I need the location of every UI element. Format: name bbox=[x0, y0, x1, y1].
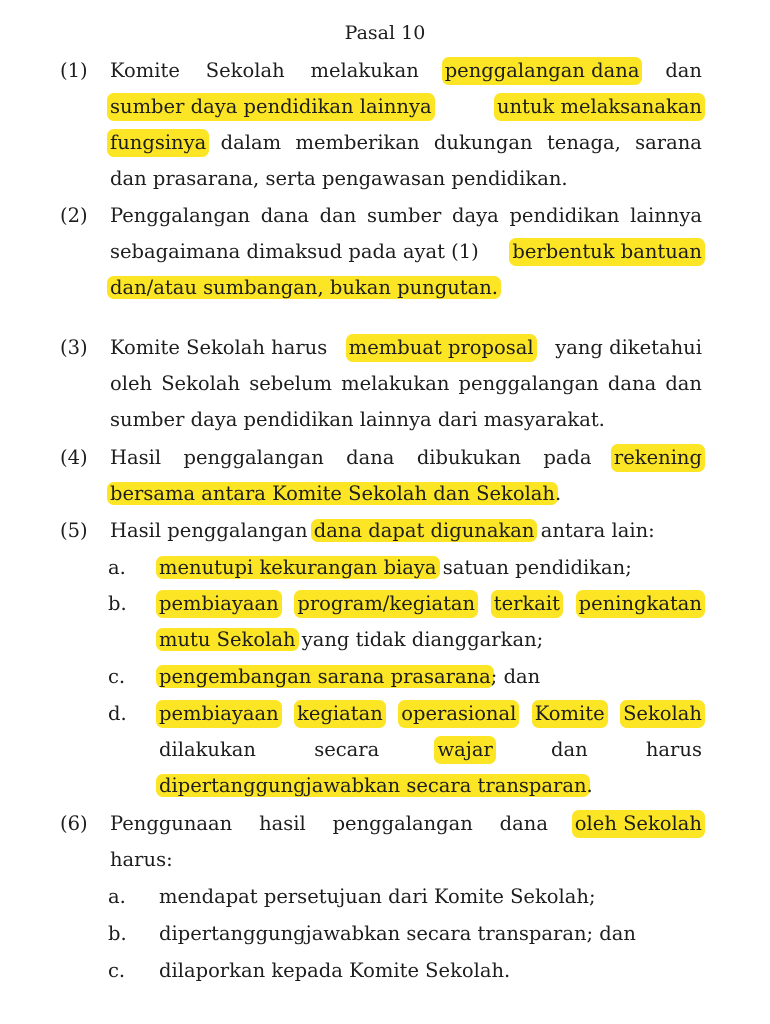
item-label-6c: c. bbox=[108, 959, 126, 982]
p3-line-3: sumber daya pendidikan lainnya dari masyarakat. bbox=[110, 408, 605, 431]
highlighted-text: penggalangan dana bbox=[442, 57, 643, 85]
text: dana bbox=[499, 812, 548, 835]
text: antara lain: bbox=[540, 519, 655, 542]
item-label-6a: a. bbox=[108, 885, 126, 908]
highlighted-text: pembiayaan bbox=[156, 590, 282, 618]
p4-line-2 bbox=[110, 480, 561, 508]
text: dan bbox=[550, 738, 588, 761]
text: penggalangan bbox=[458, 372, 599, 395]
text: memberikan bbox=[295, 131, 420, 154]
text: dan bbox=[319, 204, 357, 227]
text: dana bbox=[260, 204, 309, 227]
text: Hasil penggalangan bbox=[110, 519, 308, 542]
highlighted-text: pengembangan sarana prasarana bbox=[156, 665, 494, 688]
text: pada bbox=[543, 446, 592, 469]
text: dibukukan bbox=[416, 446, 521, 469]
p5-item-b-line-1 bbox=[159, 590, 702, 618]
highlighted-text: oleh Sekolah bbox=[572, 810, 705, 838]
p5-item-d-line-2 bbox=[159, 736, 702, 764]
highlighted-text: mutu Sekolah bbox=[156, 628, 299, 651]
p3-line-1 bbox=[110, 334, 702, 362]
p6-line-2: harus: bbox=[110, 848, 173, 871]
p2-line-1 bbox=[110, 202, 702, 230]
paragraph-number-4: (4) bbox=[60, 446, 88, 469]
p1-line-4: dan prasarana, serta pengawasan pendidikan. bbox=[110, 167, 568, 190]
text: dalam bbox=[220, 131, 282, 154]
item-label-5b: b. bbox=[108, 592, 127, 615]
text: Hasil bbox=[110, 446, 162, 469]
highlighted-text: peningkatan bbox=[576, 590, 705, 618]
text: Komite Sekolah harus bbox=[110, 336, 328, 359]
text: harus bbox=[645, 738, 702, 761]
p5-item-a bbox=[159, 554, 632, 582]
text: dilakukan bbox=[159, 738, 256, 761]
p1-line-3 bbox=[110, 129, 702, 157]
p1-line-2 bbox=[110, 93, 702, 121]
highlighted-text: Sekolah bbox=[620, 700, 705, 728]
text: penggalangan bbox=[332, 812, 473, 835]
text: ; dan bbox=[490, 665, 541, 688]
text: dana bbox=[607, 372, 657, 395]
text: oleh bbox=[110, 372, 153, 395]
highlighted-text: untuk melaksanakan bbox=[494, 93, 705, 121]
highlighted-text: dan/atau sumbangan, bukan pungutan. bbox=[107, 276, 501, 299]
item-label-5c: c. bbox=[108, 665, 126, 688]
highlighted-text: rekening bbox=[611, 444, 705, 472]
paragraph-number-6: (6) bbox=[60, 812, 88, 835]
text: dan bbox=[665, 59, 702, 82]
highlighted-text: bersama antara Komite Sekolah dan Sekolah bbox=[107, 482, 558, 505]
p5-item-d-line-1 bbox=[159, 700, 702, 728]
text: secara bbox=[314, 738, 380, 761]
p6-item-a: mendapat persetujuan dari Komite Sekolah; bbox=[159, 885, 596, 908]
text: lainnya bbox=[630, 204, 702, 227]
text: Sekolah bbox=[161, 372, 241, 395]
highlighted-text: kegiatan bbox=[294, 700, 386, 728]
p5-item-c bbox=[159, 663, 540, 691]
highlighted-text: sumber daya pendidikan lainnya bbox=[107, 93, 435, 121]
text: melakukan bbox=[310, 59, 419, 82]
paragraph-number-3: (3) bbox=[60, 336, 88, 359]
text: Penggunaan bbox=[110, 812, 233, 835]
p3-line-2 bbox=[110, 370, 702, 398]
text: Komite bbox=[110, 59, 180, 82]
p5-line-1 bbox=[110, 517, 655, 545]
highlighted-text: operasional bbox=[398, 700, 519, 728]
article-title: Pasal 10 bbox=[344, 22, 426, 44]
p2-line-2 bbox=[110, 238, 702, 266]
p5-item-b-line-2 bbox=[159, 626, 543, 654]
text: sebelum bbox=[249, 372, 333, 395]
text: satuan pendidikan; bbox=[442, 556, 632, 579]
p6-item-c: dilaporkan kepada Komite Sekolah. bbox=[159, 959, 511, 982]
text: dan bbox=[665, 372, 702, 395]
highlighted-text: fungsinya bbox=[107, 129, 209, 157]
highlighted-text: dipertanggungjawabkan secara transparan bbox=[156, 774, 590, 797]
text: tenaga, bbox=[546, 131, 621, 154]
item-label-5a: a. bbox=[108, 556, 126, 579]
paragraph-number-5: (5) bbox=[60, 519, 88, 542]
text: . bbox=[586, 774, 593, 797]
paragraph-number-2: (2) bbox=[60, 204, 88, 227]
highlighted-text: berbentuk bantuan bbox=[509, 238, 705, 266]
highlighted-text: menutupi kekurangan biaya bbox=[156, 556, 440, 579]
p2-line-3 bbox=[110, 274, 498, 302]
text: sebagaimana dimaksud pada ayat (1) bbox=[110, 240, 479, 263]
highlighted-text: Komite bbox=[532, 700, 608, 728]
p1-line-1 bbox=[110, 57, 702, 85]
text: Sekolah bbox=[205, 59, 285, 82]
highlighted-text: program/kegiatan bbox=[294, 590, 478, 618]
text: hasil bbox=[259, 812, 306, 835]
p4-line-1 bbox=[110, 444, 702, 472]
text: penggalangan bbox=[183, 446, 324, 469]
text: daya bbox=[452, 204, 499, 227]
text: . bbox=[555, 482, 562, 505]
item-label-5d: d. bbox=[108, 702, 127, 725]
highlighted-text: terkait bbox=[491, 590, 563, 618]
text: dukungan bbox=[433, 131, 533, 154]
text: Penggalangan bbox=[110, 204, 251, 227]
highlighted-text: membuat proposal bbox=[346, 334, 537, 362]
text: sarana bbox=[635, 131, 702, 154]
text: yang tidak dianggarkan; bbox=[301, 628, 544, 651]
text: yang diketahui bbox=[555, 336, 702, 359]
p6-item-b: dipertanggungjawabkan secara transparan; dan bbox=[159, 922, 636, 945]
text: dana bbox=[346, 446, 395, 469]
text: melakukan bbox=[341, 372, 450, 395]
highlighted-text: wajar bbox=[434, 736, 495, 764]
p5-item-d-line-3 bbox=[159, 772, 593, 800]
highlighted-text: pembiayaan bbox=[156, 700, 282, 728]
item-label-6b: b. bbox=[108, 922, 127, 945]
text: pendidikan bbox=[509, 204, 620, 227]
text: sumber bbox=[366, 204, 442, 227]
p6-line-1 bbox=[110, 810, 702, 838]
paragraph-number-1: (1) bbox=[60, 59, 88, 82]
highlighted-text: dana dapat digunakan bbox=[311, 519, 538, 542]
